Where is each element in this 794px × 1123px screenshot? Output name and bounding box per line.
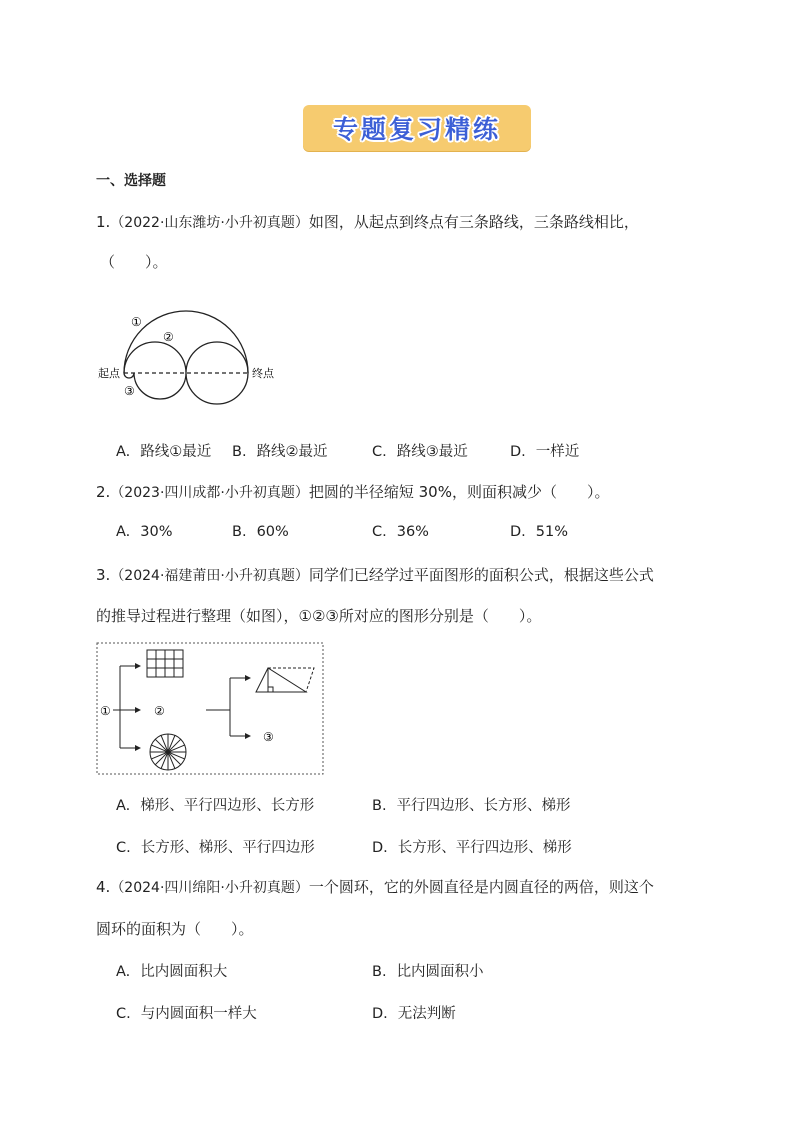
section-heading: 一、选择题 [96, 173, 166, 189]
q1-text: 如图，从起点到终点有三条路线，三条路线相比， [308, 213, 639, 231]
q4-option-c[interactable]: C. 与内圆面积一样大 [116, 1006, 257, 1022]
q4-option-d[interactable]: D. 无法判断 [372, 1006, 456, 1022]
q1-source: （2022·山东潍坊·小升初真题） [110, 215, 309, 231]
q3-derivation-figure [96, 642, 326, 777]
shape-3-marker: ③ [263, 730, 274, 744]
q4-number: 4. [96, 878, 111, 896]
q2-option-c[interactable]: C. 36% [372, 524, 429, 540]
q3-source: （2024·福建莆田·小升初真题） [110, 568, 309, 584]
q4-source: （2024·四川绵阳·小升初真题） [110, 880, 309, 896]
route-3-marker: ③ [124, 384, 135, 398]
shape-1-marker: ① [100, 704, 111, 718]
q4-text: 一个圆环，它的外圆直径是内圆直径的两倍，则这个 [308, 878, 654, 896]
q2-source: （2023·四川成都·小升初真题） [110, 485, 309, 501]
title-banner [303, 105, 531, 151]
q2-option-a[interactable]: A. 30% [116, 524, 173, 540]
route-2-marker: ② [163, 330, 174, 344]
triangle-parallelogram-icon [256, 668, 314, 692]
end-label: 终点 [252, 367, 274, 380]
q1-option-d[interactable]: D. 一样近 [510, 444, 580, 460]
q1-blank: （ ）。 [100, 253, 168, 271]
q1-route-figure [96, 305, 286, 405]
q2-text: 把圆的半径缩短 30%，则面积减少（ ）。 [308, 483, 610, 501]
q4-text-line2: 圆环的面积为（ ）。 [96, 920, 254, 938]
divided-circle-icon [150, 734, 186, 770]
q3-text-line2: 的推导过程进行整理（如图），①②③所对应的图形分别是（ ）。 [96, 607, 542, 625]
dashed-frame [97, 643, 323, 774]
question-4 [96, 876, 654, 899]
q1-option-a[interactable]: A. 路线①最近 [116, 444, 212, 460]
route-2-arc [124, 342, 248, 373]
question-2 [96, 481, 609, 504]
question-1 [96, 211, 639, 234]
q3-number: 3. [96, 566, 111, 584]
route-1-arc [124, 311, 248, 373]
q3-option-c[interactable]: C. 长方形、梯形、平行四边形 [116, 840, 315, 856]
q4-option-a[interactable]: A. 比内圆面积大 [116, 964, 228, 980]
route-3-arc [124, 373, 248, 404]
q2-option-b[interactable]: B. 60% [232, 524, 289, 540]
start-label: 起点 [98, 367, 120, 380]
q2-number: 2. [96, 483, 111, 501]
question-3 [96, 564, 654, 587]
q1-option-b[interactable]: B. 路线②最近 [232, 444, 328, 460]
q3-option-b[interactable]: B. 平行四边形、长方形、梯形 [372, 798, 571, 814]
q3-option-d[interactable]: D. 长方形、平行四边形、梯形 [372, 840, 572, 856]
shape-2-marker: ② [154, 704, 165, 718]
route-1-marker: ① [131, 315, 142, 329]
page-title: 专题复习精练 [332, 115, 501, 144]
q2-option-d[interactable]: D. 51% [510, 524, 569, 540]
q3-text: 同学们已经学过平面图形的面积公式，根据这些公式 [308, 566, 654, 584]
q4-option-b[interactable]: B. 比内圆面积小 [372, 964, 484, 980]
q1-option-c[interactable]: C. 路线③最近 [372, 444, 468, 460]
q1-number: 1. [96, 213, 111, 231]
unit-grid-icon [147, 650, 183, 677]
q3-option-a[interactable]: A. 梯形、平行四边形、长方形 [116, 798, 315, 814]
